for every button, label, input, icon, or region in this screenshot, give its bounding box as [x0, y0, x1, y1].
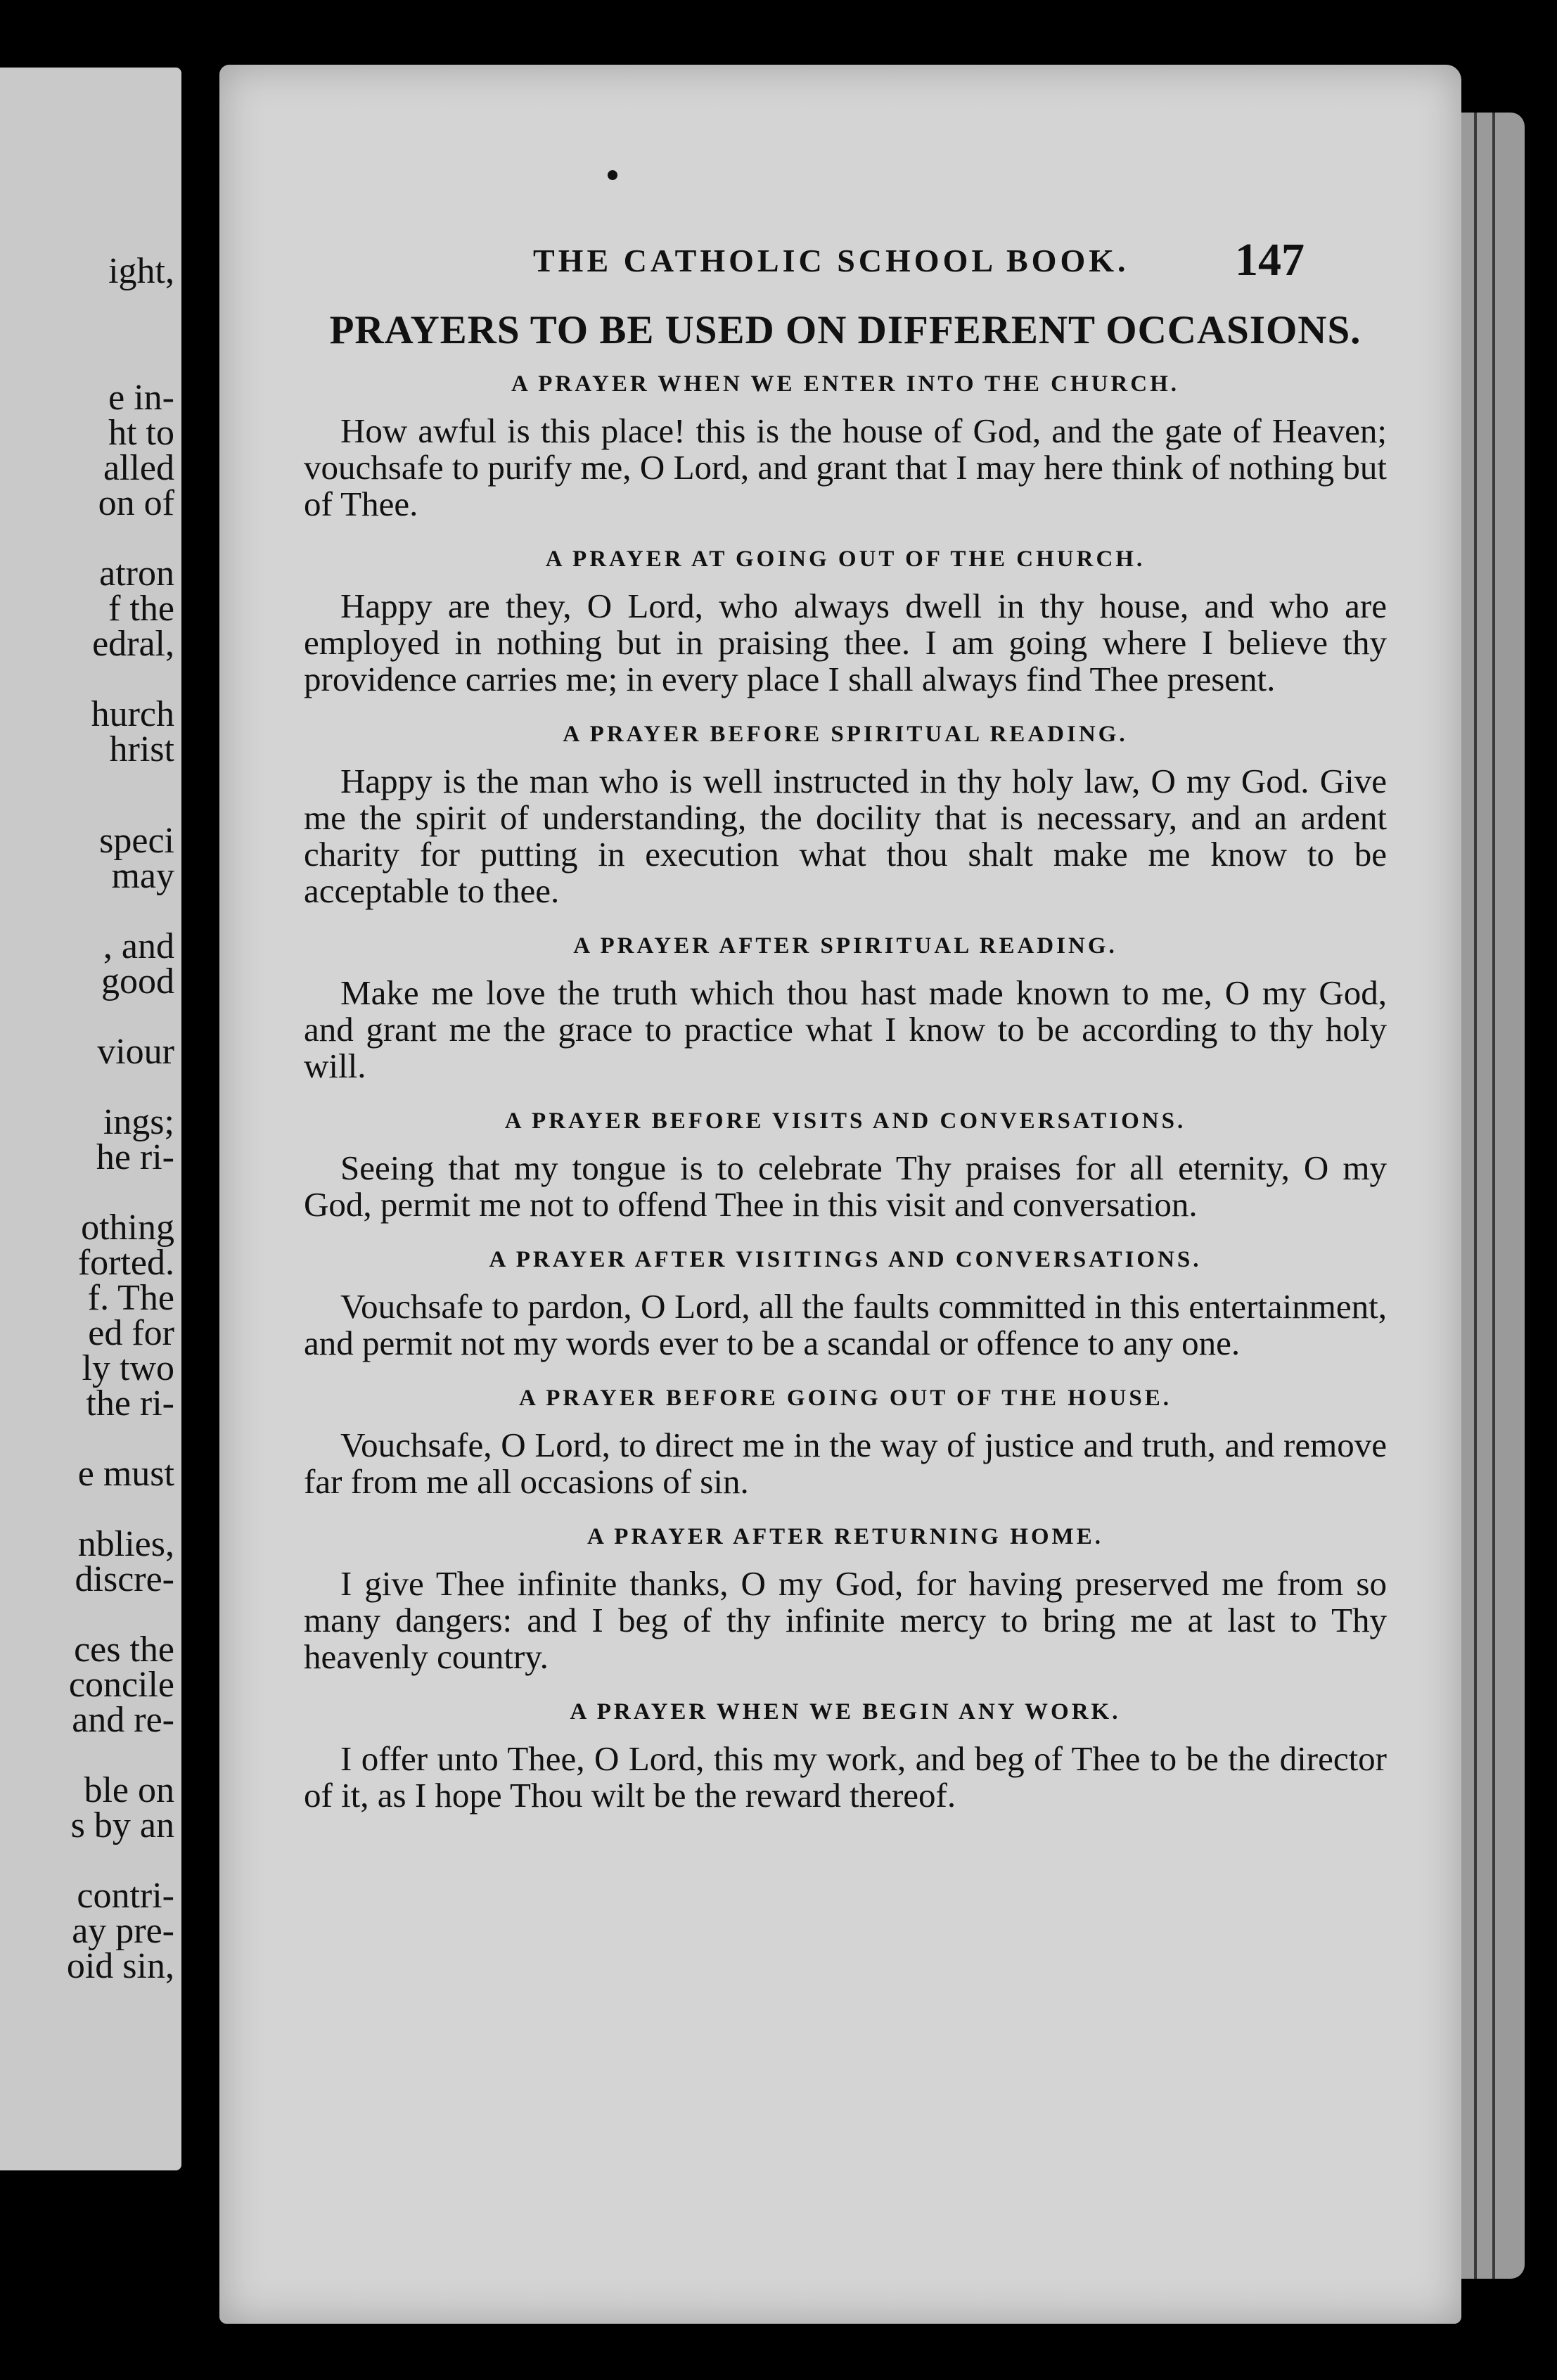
facing-page	[0, 68, 181, 2170]
prayer-text: Make me love the truth which thou hast made known to me, O my God, and grant me the grace to practice what I know to be according to thy holy will.	[304, 973, 1387, 1085]
facing-page-line: ht to	[108, 413, 174, 453]
section-heading: A PRAYER WHEN WE BEGIN ANY WORK.	[570, 1699, 1121, 1725]
facing-page-line: ay pre-	[72, 1911, 174, 1951]
book-page	[219, 65, 1461, 2324]
facing-page-line: contri-	[77, 1876, 174, 1916]
ink-dot	[608, 170, 617, 180]
page-edge-line	[1492, 113, 1495, 2279]
facing-page-line: ings;	[103, 1102, 174, 1142]
page-number: 147	[1235, 234, 1305, 286]
facing-page-line: hrist	[109, 729, 174, 769]
text-block	[304, 307, 1387, 1838]
facing-page-line: viour	[97, 1032, 174, 1072]
page-edge-line	[1474, 113, 1477, 2279]
facing-page-line: f. The	[87, 1278, 174, 1318]
facing-page-line: , and	[103, 926, 174, 966]
facing-page-line: speci	[99, 821, 174, 861]
prayer-section	[304, 1386, 1387, 1500]
facing-page-line: ces the	[74, 1630, 174, 1670]
prayer-text: Happy is the man who is well instructed in thy holy law, O my God. Give me the spirit of understanding, the docility that is necessary, and an ardent charity for putting in execution what thou shalt make me know to be acceptable to thee.	[304, 762, 1387, 910]
facing-page-line: nblies,	[77, 1524, 174, 1564]
section-heading: A PRAYER BEFORE SPIRITUAL READING.	[563, 722, 1128, 747]
facing-page-line: e in-	[108, 378, 174, 418]
facing-page-line: may	[111, 856, 174, 896]
prayer-text: Vouchsafe to pardon, O Lord, all the faults committed in this entertainment, and permit not my words ever to be a scandal or offence to any one.	[304, 1287, 1387, 1362]
facing-page-line: concile	[68, 1665, 174, 1705]
facing-page-line: ed for	[88, 1313, 174, 1353]
prayer-section	[304, 1524, 1387, 1675]
section-heading: A PRAYER WHEN WE ENTER INTO THE CHURCH.	[511, 371, 1179, 397]
facing-page-line: good	[101, 961, 174, 1002]
facing-page-line: and re-	[72, 1700, 174, 1740]
prayer-section	[304, 371, 1387, 523]
prayer-section	[304, 722, 1387, 909]
facing-page-line: hurch	[91, 694, 174, 734]
facing-page-line: s by an	[70, 1805, 174, 1845]
prayer-text: Seeing that my tongue is to celebrate Thy praises for all eternity, O my God, permit me not to offend Thee in this visit and conversation.	[304, 1149, 1387, 1224]
prayer-text: Vouchsafe, O Lord, to direct me in the way of justice and truth, and remove far from me all occasions of sin.	[304, 1426, 1387, 1501]
facing-page-line: forted.	[77, 1243, 174, 1283]
running-head: THE CATHOLIC SCHOOL BOOK.	[533, 243, 1129, 279]
facing-page-line: e must	[77, 1454, 174, 1494]
prayer-section	[304, 546, 1387, 698]
page-edge	[1461, 113, 1525, 2279]
main-title: PRAYERS TO BE USED ON DIFFERENT OCCASIONS.	[329, 308, 1361, 352]
section-heading: A PRAYER AFTER VISITINGS AND CONVERSATIONS.	[489, 1247, 1202, 1272]
facing-page-line: atron	[99, 554, 174, 594]
prayer-section	[304, 1108, 1387, 1223]
facing-page-line: alled	[103, 448, 174, 488]
facing-page-line: discre-	[75, 1559, 174, 1599]
prayer-text: How awful is this place! this is the house of God, and the gate of Heaven; vouchsafe to purify me, O Lord, and grant that I may here think of nothing but of Thee.	[304, 411, 1387, 523]
facing-page-line: edral,	[92, 624, 174, 664]
facing-page-line: the ri-	[86, 1383, 174, 1423]
prayer-section	[304, 1699, 1387, 1814]
facing-page-line: on of	[98, 483, 174, 523]
facing-page-line: ble on	[84, 1770, 174, 1810]
facing-page-line: oid sin,	[66, 1946, 174, 1986]
prayer-section	[304, 1247, 1387, 1362]
facing-page-line: he ri-	[96, 1137, 174, 1177]
page-header	[219, 234, 1461, 298]
facing-page-line: othing	[81, 1208, 174, 1248]
facing-page-line: ight,	[108, 251, 174, 291]
section-heading: A PRAYER AFTER RETURNING HOME.	[587, 1524, 1103, 1549]
section-heading: A PRAYER BEFORE VISITS AND CONVERSATIONS.	[504, 1108, 1186, 1134]
prayer-text: Happy are they, O Lord, who always dwell in thy house, and who are employed in nothing but in praising thee. I am going where I believe thy providence carries me; in every place I shall always find Thee present.	[304, 587, 1387, 698]
facing-page-line: f the	[108, 589, 174, 629]
section-heading: A PRAYER BEFORE GOING OUT OF THE HOUSE.	[519, 1386, 1172, 1411]
prayer-section	[304, 933, 1387, 1085]
prayer-text: I offer unto Thee, O Lord, this my work, and beg of Thee to be the director of it, as I hope Thou wilt be the reward thereof.	[304, 1739, 1387, 1815]
facing-page-line: ly two	[82, 1348, 174, 1388]
prayer-text: I give Thee infinite thanks, O my God, for having preserved me from so many dangers: and I beg of thy infinite mercy to bring me at last to Thy heavenly country.	[304, 1564, 1387, 1676]
section-heading: A PRAYER AFTER SPIRITUAL READING.	[573, 933, 1117, 959]
section-heading: A PRAYER AT GOING OUT OF THE CHURCH.	[545, 546, 1146, 572]
